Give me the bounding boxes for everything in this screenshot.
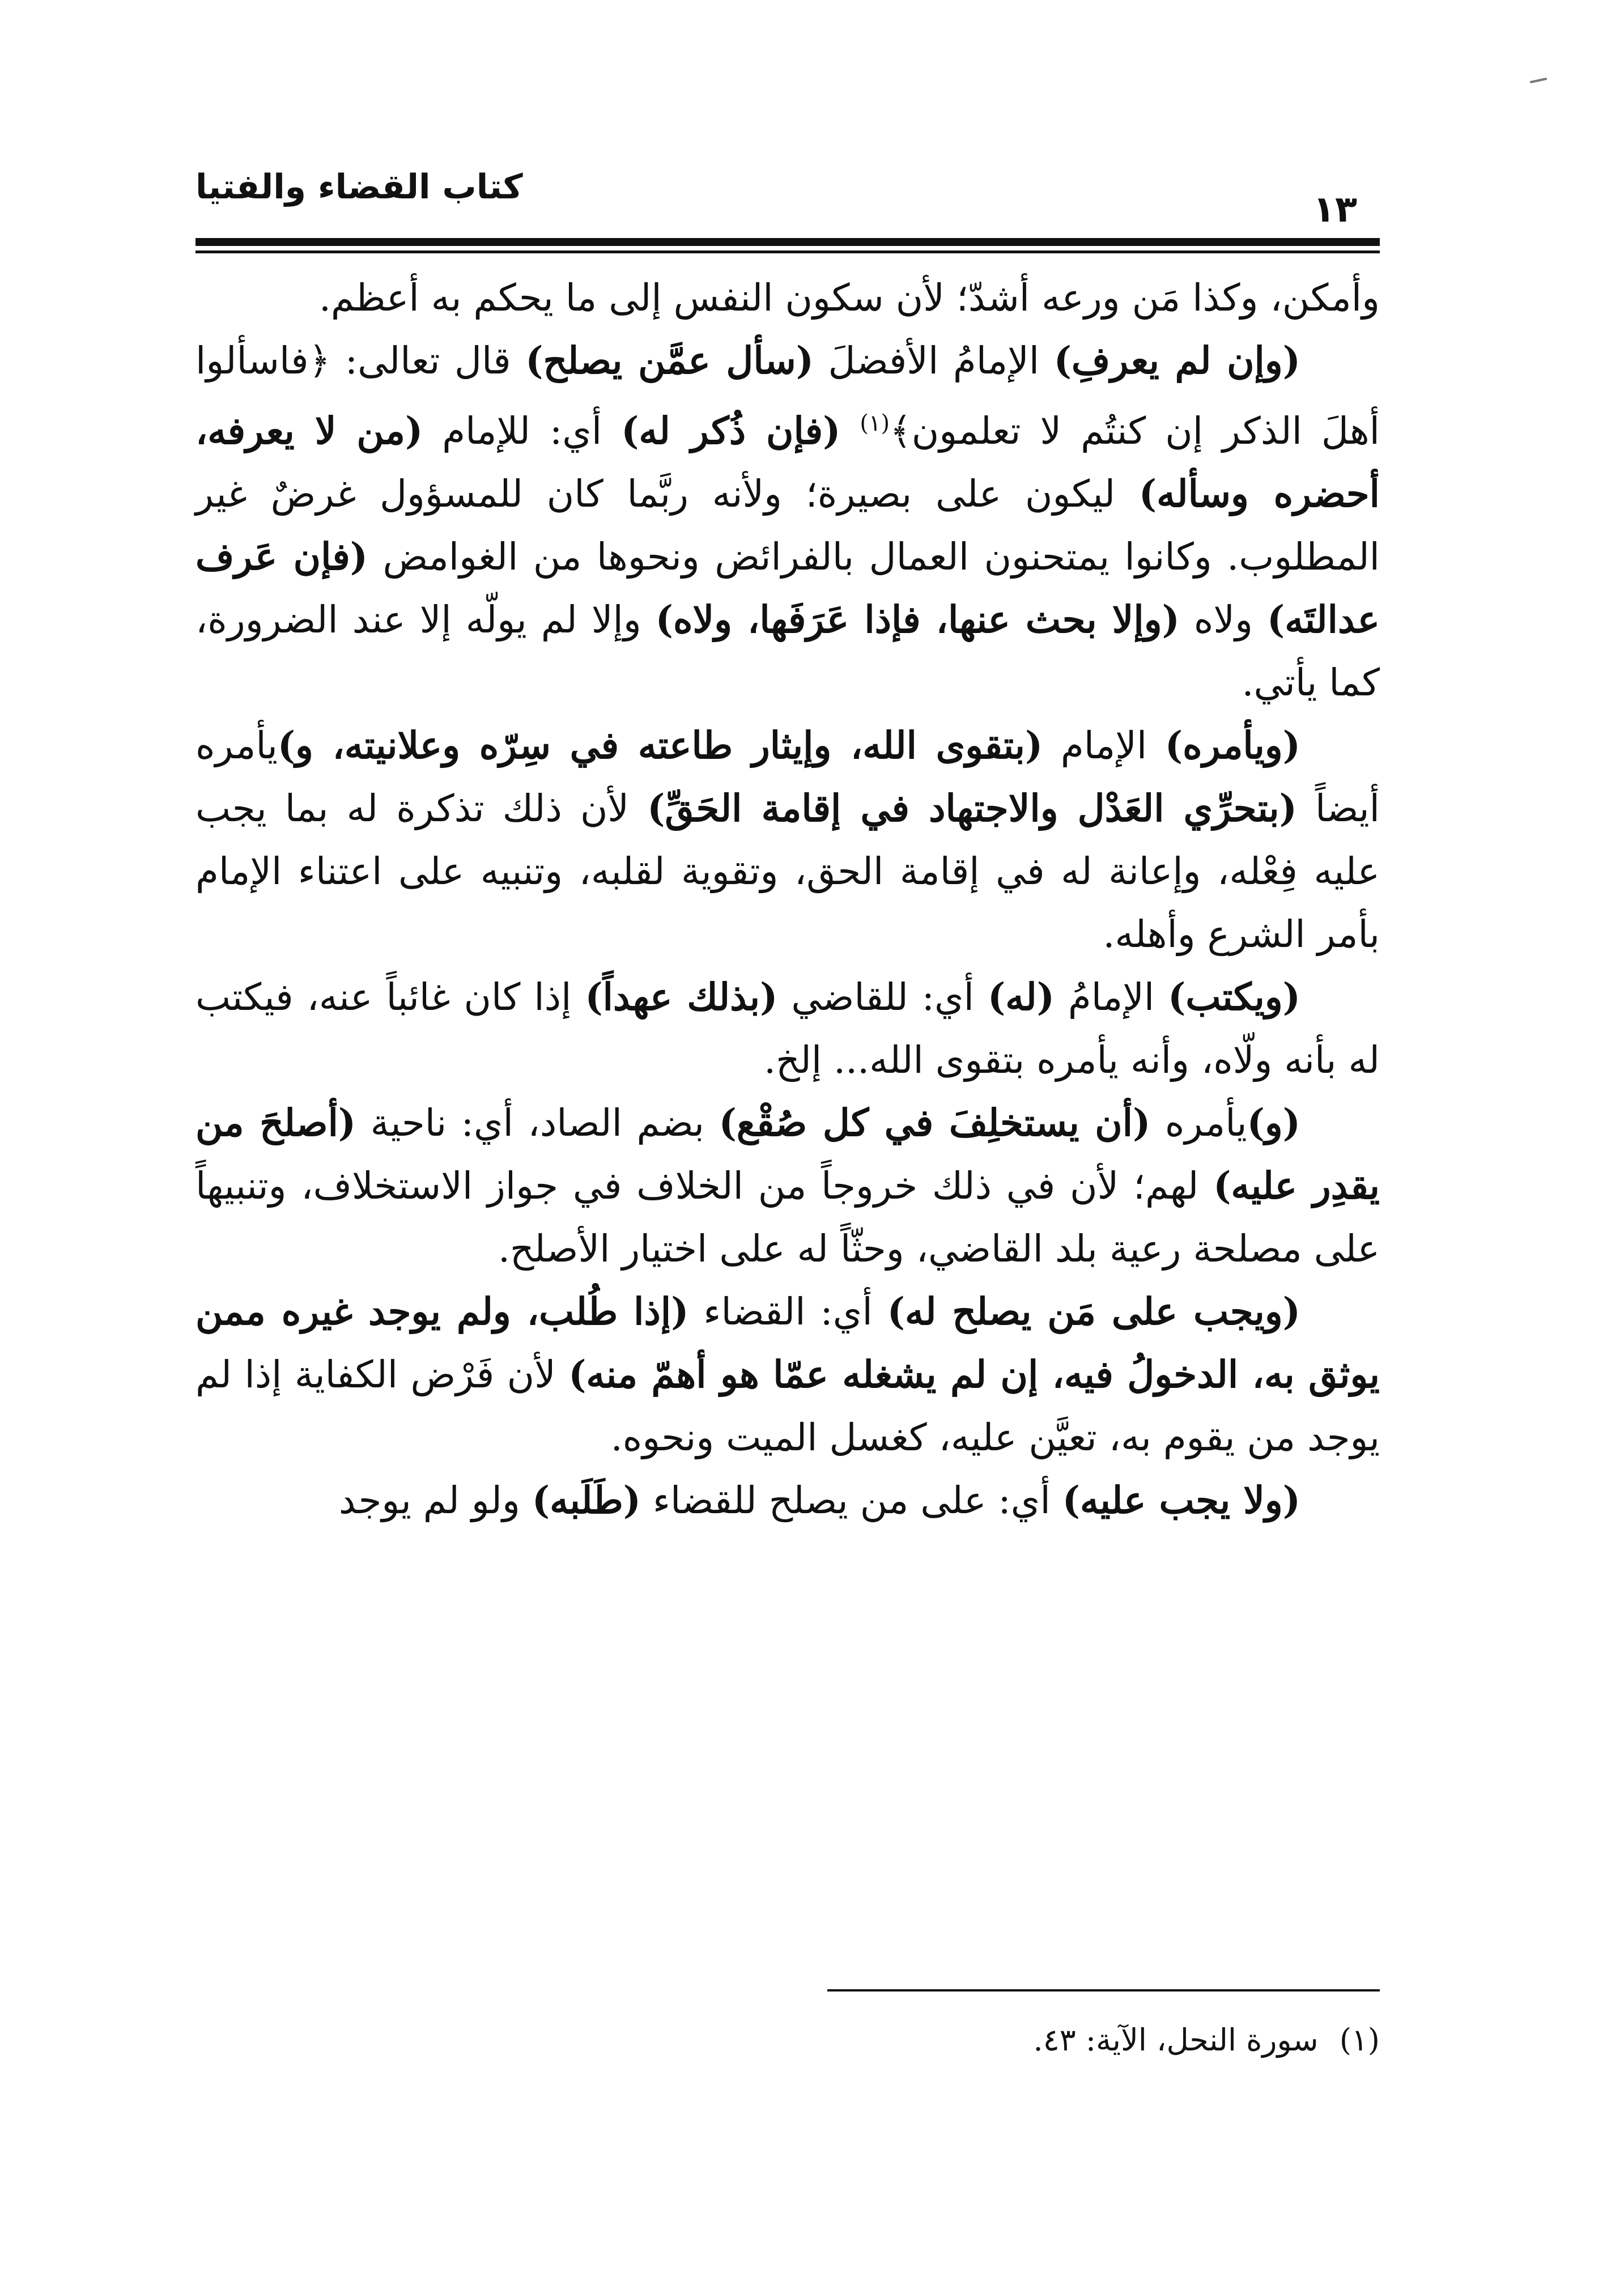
matn-text: (سأل عمَّن يصلح) [525,338,814,383]
matn-text: (إذا طُلب، ولم يوجد غيره ممن يوثق به، الدخولُ فيه، إن لم يشغله عمّا هو أهمّ منه) [195,1289,1380,1396]
sharh-text: قال تعالى: ﴿فاسألوا أهلَ الذكر إن كنتُم لا تعلمون﴾ [195,339,1380,453]
paragraph [195,329,1380,714]
sharh-text: لأن فَرْض الكفاية إذا لم يوجد من يقوم به، تعيَّن عليه، كغسل الميت ونحوه. [195,1353,1380,1459]
matn-text: (ويأمره) [1164,723,1300,767]
sharh-text: لأن ذلك تذكرة له بما يجب عليه فِعْله، وإعانة له في إقامة الحق، وتقوية لقلبه، وتنبيه على اعتناء الإمام بأمر الشرع وأهله. [195,787,1380,956]
footnote-reference: (١) [860,410,890,436]
matn-text: (بتحرِّي العَدْل والاجتهاد في إقامة الحَقِّ) [647,786,1297,830]
matn-text: (وإلا بحث عنها، فإذا عَرَفَها، ولاه) [655,597,1180,642]
footnote-separator [827,1989,1380,1991]
paragraph [195,1469,1380,1532]
matn-text: (له) [987,975,1055,1019]
sharh-text: الإمامُ [1054,975,1168,1019]
page-header [195,147,1380,255]
sharh-text: أي: للقاضي [777,975,988,1019]
matn-text: (أن يستخلِفَ في كل صُقْع) [719,1101,1151,1145]
matn-text: (ويجب على مَن يصلح له) [887,1289,1300,1334]
running-title: كتاب القضاء والفتيا [195,167,523,207]
sharh-text [840,409,860,453]
main-text [195,266,1380,1532]
matn-text: (و) [1247,1101,1300,1145]
footnote-text: سورة النحل، الآية: ٤٣. [1033,2022,1319,2058]
sharh-text: ولو لم يوجد [338,1479,532,1522]
sharh-text: يأمره أيضاً [195,724,1380,830]
header-rule-thin [195,250,1380,253]
paragraph [195,1092,1380,1280]
matn-text: (ويكتب) [1168,975,1300,1019]
matn-text: (أصلحَ من يقدِر عليه) [195,1101,1380,1208]
sharh-text: ليكون على بصيرة؛ ولأنه ربَّما كان للمسؤول غرضٌ غير المطلوب. وكانوا يمتحنون العمال بالفرائض ونحوها من الغوامض [195,472,1380,579]
sharh-text: الإمامُ الأفضلَ [813,339,1054,383]
sharh-text: وإلا لم يولّه إلا عند الضرورة، كما يأتي. [195,598,1380,704]
sharh-text: وأمكن، وكذا مَن ورعه أشدّ؛ لأن سكون النفس إلى ما يحكم به أعظم. [318,276,1380,320]
sharh-text: إذا كان غائباً عنه، فيكتب له بأنه ولّاه، وأنه يأمره بتقوى الله... إلخ. [195,975,1380,1082]
paragraph [195,714,1380,966]
matn-text: (فإن ذُكر له) [621,409,841,453]
footnote-number: (١) [1339,2022,1380,2058]
page-number: ١٣ [1312,189,1357,231]
sharh-text: لهم؛ لأن في ذلك خروجاً من الخلاف في جواز الاستخلاف، وتنبيهاً على مصلحة رعية بلد القاضي، وحثّاً له على اختيار الأصلح. [195,1164,1380,1271]
matn-text: (طَلَبه) [532,1478,641,1522]
sharh-text: أي: على من يصلح للقضاء [641,1479,1062,1522]
sharh-text: أي: للإمام [423,409,622,453]
sharh-text: بضم الصاد، أي: ناحية [356,1101,719,1145]
footnote [195,2018,1380,2063]
matn-text: (وإن لم يعرفِ) [1053,338,1300,383]
sharh-text: أي: القضاء [688,1290,887,1334]
sharh-text: ولاه [1179,598,1267,642]
paragraph [195,966,1380,1092]
matn-text: (ولا يجب عليه) [1062,1478,1300,1522]
matn-text: (بتقوى الله، وإيثار طاعته في سِرّه وعلانيته، و) [277,723,1043,767]
paragraph [195,1280,1380,1469]
matn-text: (بذلك عهداً) [585,975,778,1019]
matn-text: (فإن عَرف عدالتَه) [195,534,1380,642]
scan-mark [1530,78,1547,83]
matn-text: (من لا يعرفه، أحضره وسأله) [195,409,1380,516]
header-rule-thick [195,238,1380,246]
paragraph [195,266,1380,329]
sharh-text: الإمام [1043,724,1165,767]
sharh-text: يأمره [1150,1101,1247,1145]
